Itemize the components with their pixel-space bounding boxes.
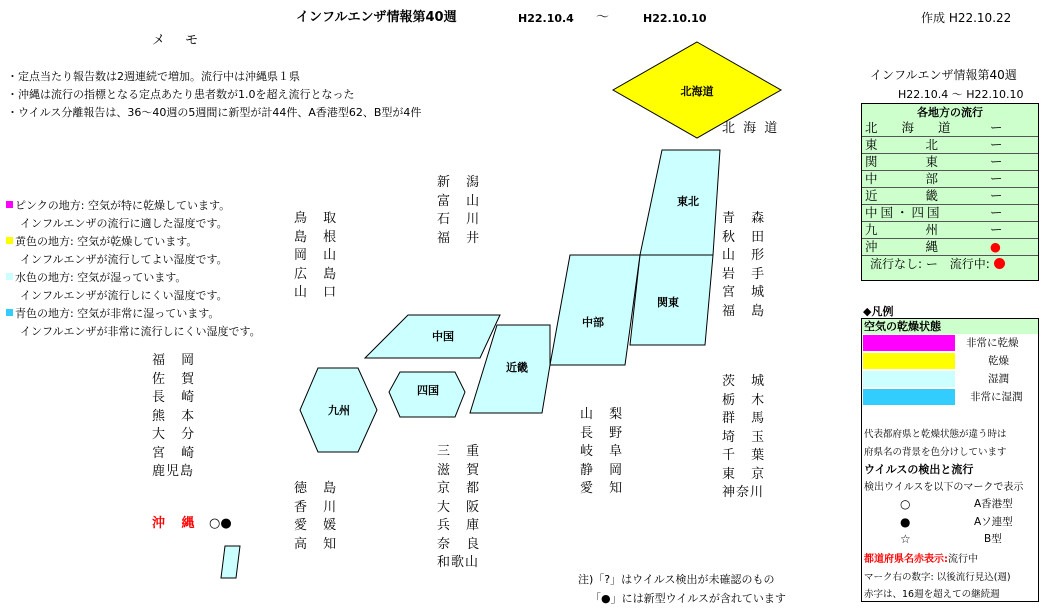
prefecture-name: 鳥 取 (294, 211, 343, 226)
prefecture-name: 群 馬 (722, 411, 771, 426)
humidity-note-text: インフルエンザの流行に適した湿度です。 (20, 217, 228, 230)
epidemic-dot-icon (994, 258, 1005, 269)
prefecture-name: 神奈川 (722, 485, 765, 500)
prefecture-name: 奈 良 (437, 536, 486, 552)
region-okinawa[interactable] (221, 546, 240, 578)
swatch-very-dry (863, 335, 955, 351)
label-kyushu: 九州 (328, 404, 350, 417)
prefecture-name: 埼 玉 (722, 429, 771, 445)
memo-line: ・ウイルス分離報告は、36〜40週の5週間に新型が計44件、A香港型62、B型が4件 (7, 106, 422, 119)
prefecture-name: 北 海 道 (722, 121, 780, 136)
label-kanto: 関東 (657, 296, 679, 309)
regional-epidemic-panel (861, 103, 1039, 281)
humidity-note-text: インフルエンザが流行しにくい湿度です。 (20, 289, 228, 302)
prefecture-name: 滋 賀 (437, 462, 486, 478)
virus-label: A香港型 (974, 498, 1013, 510)
prefecture-name: 佐 賀 (152, 371, 201, 387)
status-mark: ー (990, 205, 1003, 220)
pref-list-kyushu (152, 352, 200, 482)
prefecture-name: 熊 本 (152, 408, 201, 424)
okinawa-name: 沖 縄 (152, 516, 201, 531)
panel-row-chugoku-shikoku: 中国・四国 ー (862, 205, 1038, 222)
pref-list-chubu (580, 406, 628, 499)
prefecture-name: 香 川 (294, 499, 343, 515)
prefecture-name: 岩 手 (722, 266, 771, 282)
pref-list-shikoku (294, 480, 342, 554)
prefecture-name: 栃 木 (722, 392, 771, 408)
label-chubu: 中部 (582, 316, 604, 329)
virus-label: Aソ連型 (974, 516, 1013, 528)
prefecture-name: 大 阪 (437, 499, 486, 515)
prefecture-name: 千 葉 (722, 448, 771, 463)
humidity-note-text: インフルエンザが流行してよい湿度です。 (20, 253, 228, 266)
prefecture-name: 鹿児島 (152, 464, 195, 479)
legend-heading: ◆凡例 (863, 305, 894, 318)
swatch-dry (863, 353, 955, 369)
status-mark: ー (990, 222, 1003, 237)
swatch-label: 非常に湿潤 (970, 391, 1023, 403)
prefecture-name: 富 山 (437, 193, 486, 209)
legend-note: 府県名の背景を色分けしています (864, 447, 1007, 458)
created-date: 作成 H22.10.22 (921, 11, 1012, 25)
prefecture-name: 東 京 (722, 466, 771, 482)
label-chugoku: 中国 (432, 330, 454, 343)
label-tohoku: 東北 (677, 195, 699, 208)
memo-line: ・定点当たり報告数は2週連続で増加。流行中は沖縄県１県 (7, 70, 300, 83)
panel-table-title: 各地方の流行 (917, 106, 983, 119)
filled-circle-icon: ● (900, 515, 911, 529)
prefecture-name: 広 島 (294, 266, 343, 282)
virus-desc: 検出ウイルスを以下のマークで表示 (864, 482, 1024, 493)
prefecture-name: 福 島 (722, 303, 771, 319)
prefecture-name: 和歌山 (437, 555, 480, 570)
status-mark: ー (990, 188, 1003, 203)
prefecture-name: 宮 崎 (152, 445, 201, 461)
prefecture-name: 京 都 (437, 481, 486, 496)
label-hokkaido: 北海道 (680, 85, 714, 98)
open-circle-icon: ○ (900, 497, 911, 511)
footer-none-label: 流行なし: ー (870, 257, 938, 271)
prefecture-name: 長 崎 (152, 390, 201, 405)
prefecture-name: 新 潟 (437, 175, 486, 190)
memo-heading: メ モ (152, 33, 207, 48)
prefecture-name: 大 分 (152, 427, 201, 442)
prefecture-name: 高 知 (294, 536, 343, 552)
footnote-1: 注)「?」はウイルス検出が未確認のもの (578, 573, 775, 586)
prefecture-name: 愛 知 (580, 481, 629, 496)
date-from: H22.10.4 (518, 12, 574, 25)
legend-box (861, 318, 1039, 602)
prefecture-name: 岐 阜 (580, 444, 629, 459)
prefecture-name: 宮 城 (722, 285, 771, 300)
prefecture-name: 静 岡 (580, 462, 629, 478)
pref-list-tohoku (722, 210, 770, 321)
pref-list-hokuriku (437, 174, 485, 248)
panel-row-chubu: 中 部 ー (862, 171, 1038, 188)
panel-title: インフルエンザ情報第40週 (870, 68, 1017, 82)
status-mark: ー (990, 137, 1003, 152)
legend-note: マーク右の数字: 以後流行見込(週) (864, 572, 1011, 583)
panel-row-kyushu: 九 州 ー (862, 222, 1038, 239)
swatch-very-humid (863, 389, 955, 405)
prefecture-name: 福 岡 (152, 353, 201, 368)
region-chubu[interactable] (550, 255, 640, 365)
pref-list-kanto (722, 373, 770, 503)
swatch-label: 乾燥 (988, 355, 1009, 367)
okinawa-virus-marks: ○● (209, 516, 232, 531)
report-title: インフルエンザ情報第40週 (296, 10, 457, 25)
panel-footer (862, 256, 1038, 273)
prefecture-name: 山 形 (722, 248, 771, 263)
panel-dates: H22.10.4 〜 H22.10.10 (898, 88, 1024, 101)
prefecture-name: 石 川 (437, 212, 486, 227)
pref-list-kinki (437, 443, 485, 573)
label-kinki: 近畿 (506, 361, 528, 374)
memo-line: ・沖縄は流行の指標となる定点あたり患者数が1.0を超え流行となった (7, 88, 355, 101)
star-icon: ☆ (900, 532, 911, 546)
prefecture-name: 茨 城 (722, 374, 771, 389)
red-display-note: 都道府県名赤表示:流行中 (864, 554, 978, 565)
prefecture-name: 兵 庫 (437, 518, 486, 533)
humidity-note-yellow: 黄色の地方: 空気が乾燥しています。 (6, 233, 261, 251)
prefecture-name: 愛 媛 (294, 518, 343, 533)
swatch-humid (863, 371, 955, 387)
prefecture-name: 山 口 (294, 285, 343, 300)
virus-label: B型 (984, 533, 1002, 545)
footer-active-label: 流行中: (949, 257, 990, 271)
legend-note: 赤字は、16週を超えての継続週 (864, 589, 1000, 600)
prefecture-name: 長 野 (580, 425, 629, 441)
prefecture-name: 岡 山 (294, 248, 343, 263)
pref-list-chugoku (294, 210, 342, 303)
humidity-note-pink: ピンクの地方: 空気が特に乾燥しています。 (6, 197, 261, 215)
legend-note: 代表都府県と乾燥状態が違う時は (864, 429, 1007, 440)
swatch-label: 湿潤 (988, 373, 1009, 385)
panel-row-okinawa: 沖 縄 ● (862, 239, 1038, 256)
prefecture-name: 島 根 (294, 229, 343, 245)
humidity-note-blue: 青色の地方: 空気が非常に湿っています。 (6, 305, 261, 323)
footnote-2: 「●」には新型ウイルスが含れています (590, 592, 786, 605)
prefecture-name: 青 森 (722, 211, 771, 226)
humidity-note-text: インフルエンザが非常に流行しにくい湿度です。 (20, 325, 261, 338)
prefecture-name: 秋 田 (722, 229, 771, 245)
panel-row-tohoku: 東 北 ー (862, 137, 1038, 154)
epidemic-dot-icon: ● (990, 239, 1001, 254)
date-to: H22.10.10 (643, 12, 707, 25)
label-shikoku: 四国 (417, 384, 439, 397)
status-mark: ー (990, 171, 1003, 186)
panel-row-hokkaido: 北 海 道 ー (862, 120, 1038, 137)
prefecture-name: 徳 島 (294, 481, 343, 496)
humidity-note-lightblue: 水色の地方: 空気が湿っています。 (6, 269, 261, 287)
dryness-title: 空気の乾燥状態 (862, 319, 1038, 334)
pref-list-hokkaido (722, 120, 779, 139)
status-mark: ー (990, 120, 1003, 135)
prefecture-name: 福 井 (437, 230, 486, 246)
status-mark: ー (990, 154, 1003, 169)
date-tilde: 〜 (596, 10, 610, 25)
panel-row-kanto: 関 東 ー (862, 154, 1038, 171)
panel-row-kinki: 近 畿 ー (862, 188, 1038, 205)
swatch-label: 非常に乾燥 (966, 337, 1019, 349)
prefecture-name: 三 重 (437, 444, 486, 459)
virus-title: ウイルスの検出と流行 (864, 463, 974, 476)
prefecture-name: 山 梨 (580, 407, 629, 422)
